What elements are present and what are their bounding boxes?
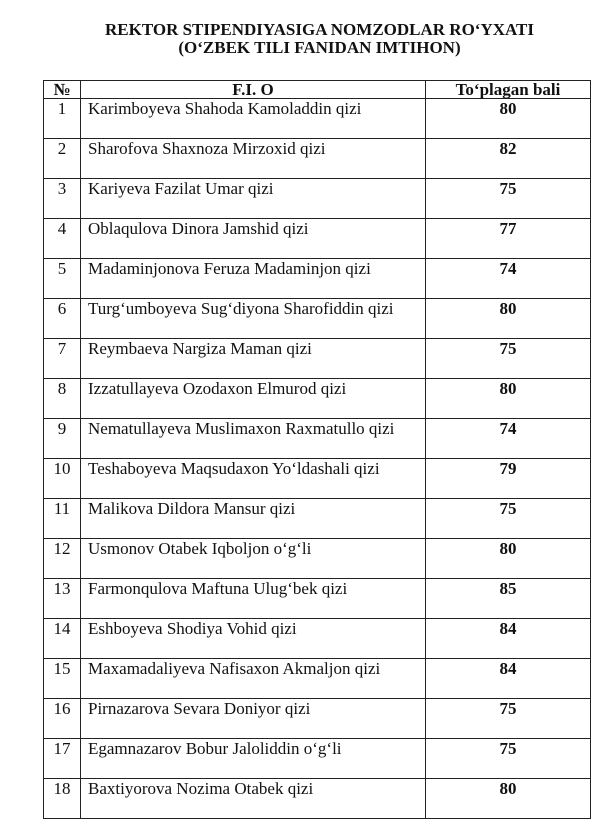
table-body — [44, 99, 591, 819]
candidates-table — [43, 80, 591, 819]
header-score: To‘plagan bali — [426, 81, 591, 99]
student-score: 74 — [426, 419, 591, 459]
table-row — [44, 539, 591, 579]
student-name: Eshboyeva Shodiya Vohid qizi — [81, 619, 426, 659]
row-number: 18 — [44, 779, 81, 819]
student-score: 80 — [426, 779, 591, 819]
student-name: Karimboyeva Shahoda Kamoladdin qizi — [81, 99, 426, 139]
student-score: 74 — [426, 259, 591, 299]
table-row — [44, 459, 591, 499]
student-name: Baxtiyorova Nozima Otabek qizi — [81, 779, 426, 819]
student-name: Madaminjonova Feruza Madaminjon qizi — [81, 259, 426, 299]
header-number: № — [44, 81, 81, 99]
student-score: 75 — [426, 699, 591, 739]
header-name: F.I. O — [81, 81, 426, 99]
row-number: 17 — [44, 739, 81, 779]
student-name: Usmonov Otabek Iqboljon o‘g‘li — [81, 539, 426, 579]
table-header-row — [44, 81, 591, 99]
student-name: Reymbaeva Nargiza Maman qizi — [81, 339, 426, 379]
student-name: Pirnazarova Sevara Doniyor qizi — [81, 699, 426, 739]
student-name: Izzatullayeva Ozodaxon Elmurod qizi — [81, 379, 426, 419]
student-score: 80 — [426, 379, 591, 419]
table-row — [44, 579, 591, 619]
student-score: 84 — [426, 659, 591, 699]
row-number: 15 — [44, 659, 81, 699]
student-name: Teshaboyeva Maqsudaxon Yo‘ldashali qizi — [81, 459, 426, 499]
student-name: Farmonqulova Maftuna Ulug‘bek qizi — [81, 579, 426, 619]
table-row — [44, 379, 591, 419]
student-score: 80 — [426, 299, 591, 339]
student-name: Egamnazarov Bobur Jaloliddin o‘g‘li — [81, 739, 426, 779]
table-row — [44, 419, 591, 459]
document-subtitle: (O‘ZBEK TILI FANIDAN IMTIHON) — [178, 38, 461, 57]
row-number: 7 — [44, 339, 81, 379]
row-number: 8 — [44, 379, 81, 419]
table-row — [44, 659, 591, 699]
student-score: 75 — [426, 179, 591, 219]
table-row — [44, 699, 591, 739]
student-score: 80 — [426, 99, 591, 139]
student-score: 84 — [426, 619, 591, 659]
student-name: Oblaqulova Dinora Jamshid qizi — [81, 219, 426, 259]
row-number: 10 — [44, 459, 81, 499]
table-row — [44, 779, 591, 819]
row-number: 3 — [44, 179, 81, 219]
row-number: 2 — [44, 139, 81, 179]
student-score: 80 — [426, 539, 591, 579]
table-row — [44, 139, 591, 179]
row-number: 4 — [44, 219, 81, 259]
student-score: 75 — [426, 499, 591, 539]
table-row — [44, 739, 591, 779]
student-name: Malikova Dildora Mansur qizi — [81, 499, 426, 539]
student-name: Sharofova Shaxnoza Mirzoxid qizi — [81, 139, 426, 179]
student-score: 79 — [426, 459, 591, 499]
student-score: 75 — [426, 739, 591, 779]
row-number: 14 — [44, 619, 81, 659]
student-score: 85 — [426, 579, 591, 619]
student-score: 82 — [426, 139, 591, 179]
table-row — [44, 499, 591, 539]
student-name: Kariyeva Fazilat Umar qizi — [81, 179, 426, 219]
student-score: 77 — [426, 219, 591, 259]
row-number: 11 — [44, 499, 81, 539]
row-number: 5 — [44, 259, 81, 299]
student-name: Turg‘umboyeva Sug‘diyona Sharofiddin qizi — [81, 299, 426, 339]
table-row — [44, 299, 591, 339]
table-row — [44, 339, 591, 379]
row-number: 16 — [44, 699, 81, 739]
row-number: 9 — [44, 419, 81, 459]
student-score: 75 — [426, 339, 591, 379]
student-name: Nematullayeva Muslimaxon Raxmatullo qizi — [81, 419, 426, 459]
row-number: 12 — [44, 539, 81, 579]
row-number: 13 — [44, 579, 81, 619]
table-row — [44, 219, 591, 259]
table-row — [44, 259, 591, 299]
student-name: Maxamadaliyeva Nafisaxon Akmaljon qizi — [81, 659, 426, 699]
row-number: 1 — [44, 99, 81, 139]
table-row — [44, 99, 591, 139]
table-row — [44, 619, 591, 659]
document-title: REKTOR STIPENDIYASIGA NOMZODLAR RO‘YXATI — [104, 20, 534, 39]
table-row — [44, 179, 591, 219]
row-number: 6 — [44, 299, 81, 339]
